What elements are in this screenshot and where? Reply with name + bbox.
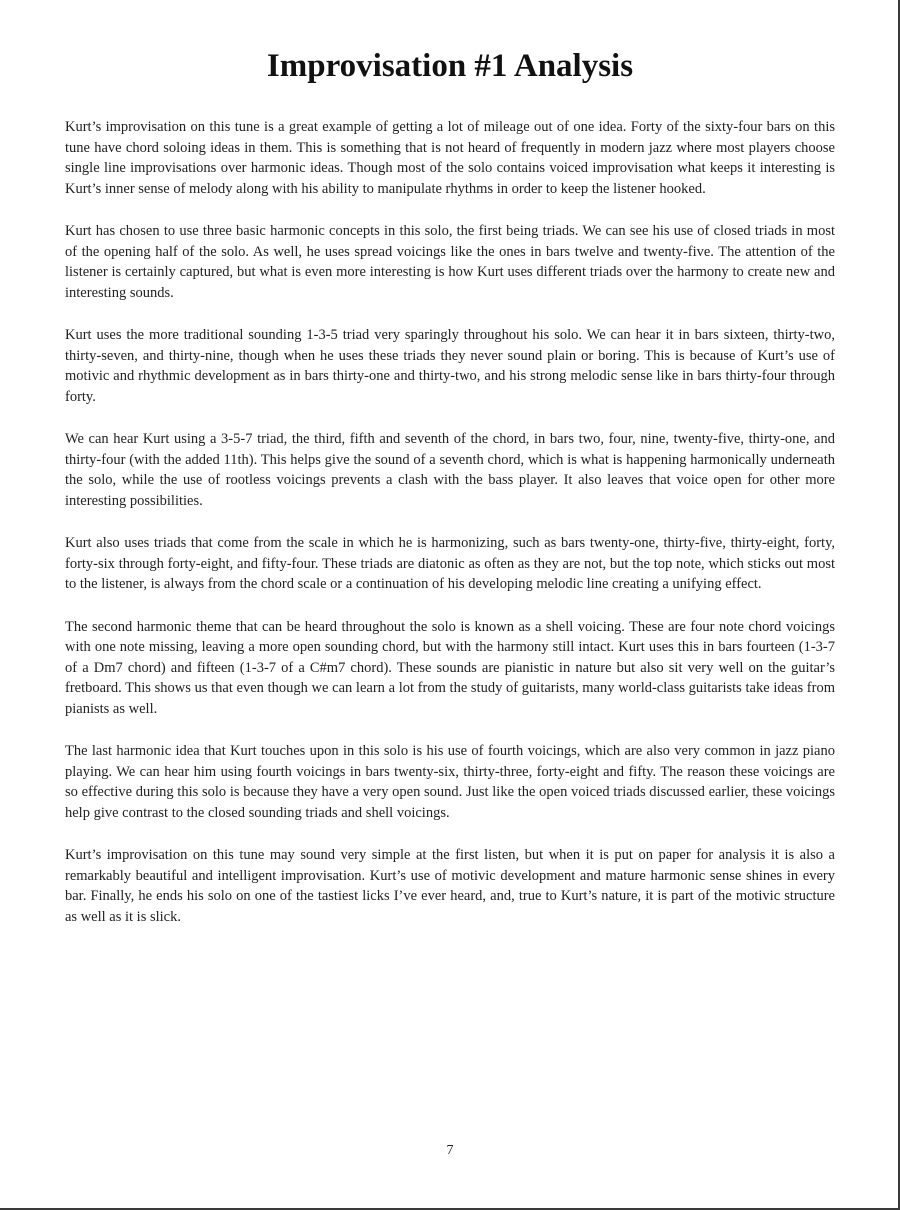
paragraph-5: Kurt also uses triads that come from the scale in which he is harmonizing, such as bars twenty-one, thirty-five, thirty-eight, forty, forty-six through forty-eight, and fifty-four. These triads are diatonic as often as they are not, but the top note, which sticks out most to the listener, is always from the chord scale or a continuation of his developing melodic line creating a unifying effect. [65, 535, 835, 592]
page-title: Improvisation #1 Analysis [266, 48, 634, 84]
paragraph-2: Kurt has chosen to use three basic harmonic concepts in this solo, the first being triads. We can see his use of closed triads in most of the opening half of the solo. As well, he uses spread voicings like the ones in bars twelve and twenty-five. The attention of the listener is certainly captured, but what is even more interesting is how Kurt uses different triads over the harmony to create new and interesting sounds. [65, 223, 835, 301]
body-text [65, 117, 835, 949]
paragraph-3: Kurt uses the more traditional sounding 1-3-5 triad very sparingly throughout his solo. We can hear it in bars sixteen, thirty-two, thirty-seven, and thirty-nine, though when he uses these triads they never sound plain or boring. This is because of Kurt’s use of motivic and rhythmic development as in bars thirty-one and thirty-two, and his strong melodic sense like in bars thirty-four through forty. [65, 327, 835, 405]
paragraph-4: We can hear Kurt using a 3-5-7 triad, the third, fifth and seventh of the chord, in bars two, four, nine, twenty-five, thirty-one, and thirty-four (with the added 11th). This helps give the sound of a seventh chord, which is what is happening harmonically underneath the solo, while the use of rootless voicings prevents a clash with the bass player. It also leaves that voice open for other more interesting possibilities. [65, 431, 835, 509]
paragraph-8: Kurt’s improvisation on this tune may sound very simple at the first listen, but when it is put on paper for analysis it is also a remarkably beautiful and intelligent improvisation. Kurt’s use of motivic development and mature harmonic sense shines in every bar. Finally, he ends his solo on one of the tastiest licks I’ve ever heard, and, true to Kurt’s nature, it is part of the motivic structure as well as it is slick. [65, 847, 835, 925]
paragraph-1: Kurt’s improvisation on this tune is a great example of getting a lot of mileage out of one idea. Forty of the sixty-four bars on this tune have chord soloing ideas in them. This is something that is not heard of frequently in modern jazz where most players choose single line improvisations over harmonic ideas. Though most of the solo contains voiced improvisation what keeps it interesting is Kurt’s inner sense of melody along with his ability to manipulate rhythms in order to keep the listener hooked. [65, 119, 835, 197]
paragraph-7: The last harmonic idea that Kurt touches upon in this solo is his use of fourth voicings, which are also very common in jazz piano playing. We can hear him using fourth voicings in bars twenty-six, thirty-three, forty-eight and fifty. The reason these voicings are so effective during this solo is because they have a very open sound. Just like the open voiced triads discussed earlier, these voicings help give contrast to the closed sounding triads and shell voicings. [65, 743, 835, 821]
page-number: 7 [446, 1143, 454, 1158]
paragraph-6: The second harmonic theme that can be heard throughout the solo is known as a shell voicing. These are four note chord voicings with one note missing, leaving a more open sounding chord, but with the harmony still intact. Kurt uses this in bars fourteen (1-3-7 of a Dm7 chord) and fifteen (1-3-7 of a C#m7 chord). These sounds are pianistic in nature but also sit very well on the guitar’s fretboard. This shows us that even though we can learn a lot from the study of guitarists, many world-class guitarists take ideas from pianists as well. [65, 618, 835, 717]
